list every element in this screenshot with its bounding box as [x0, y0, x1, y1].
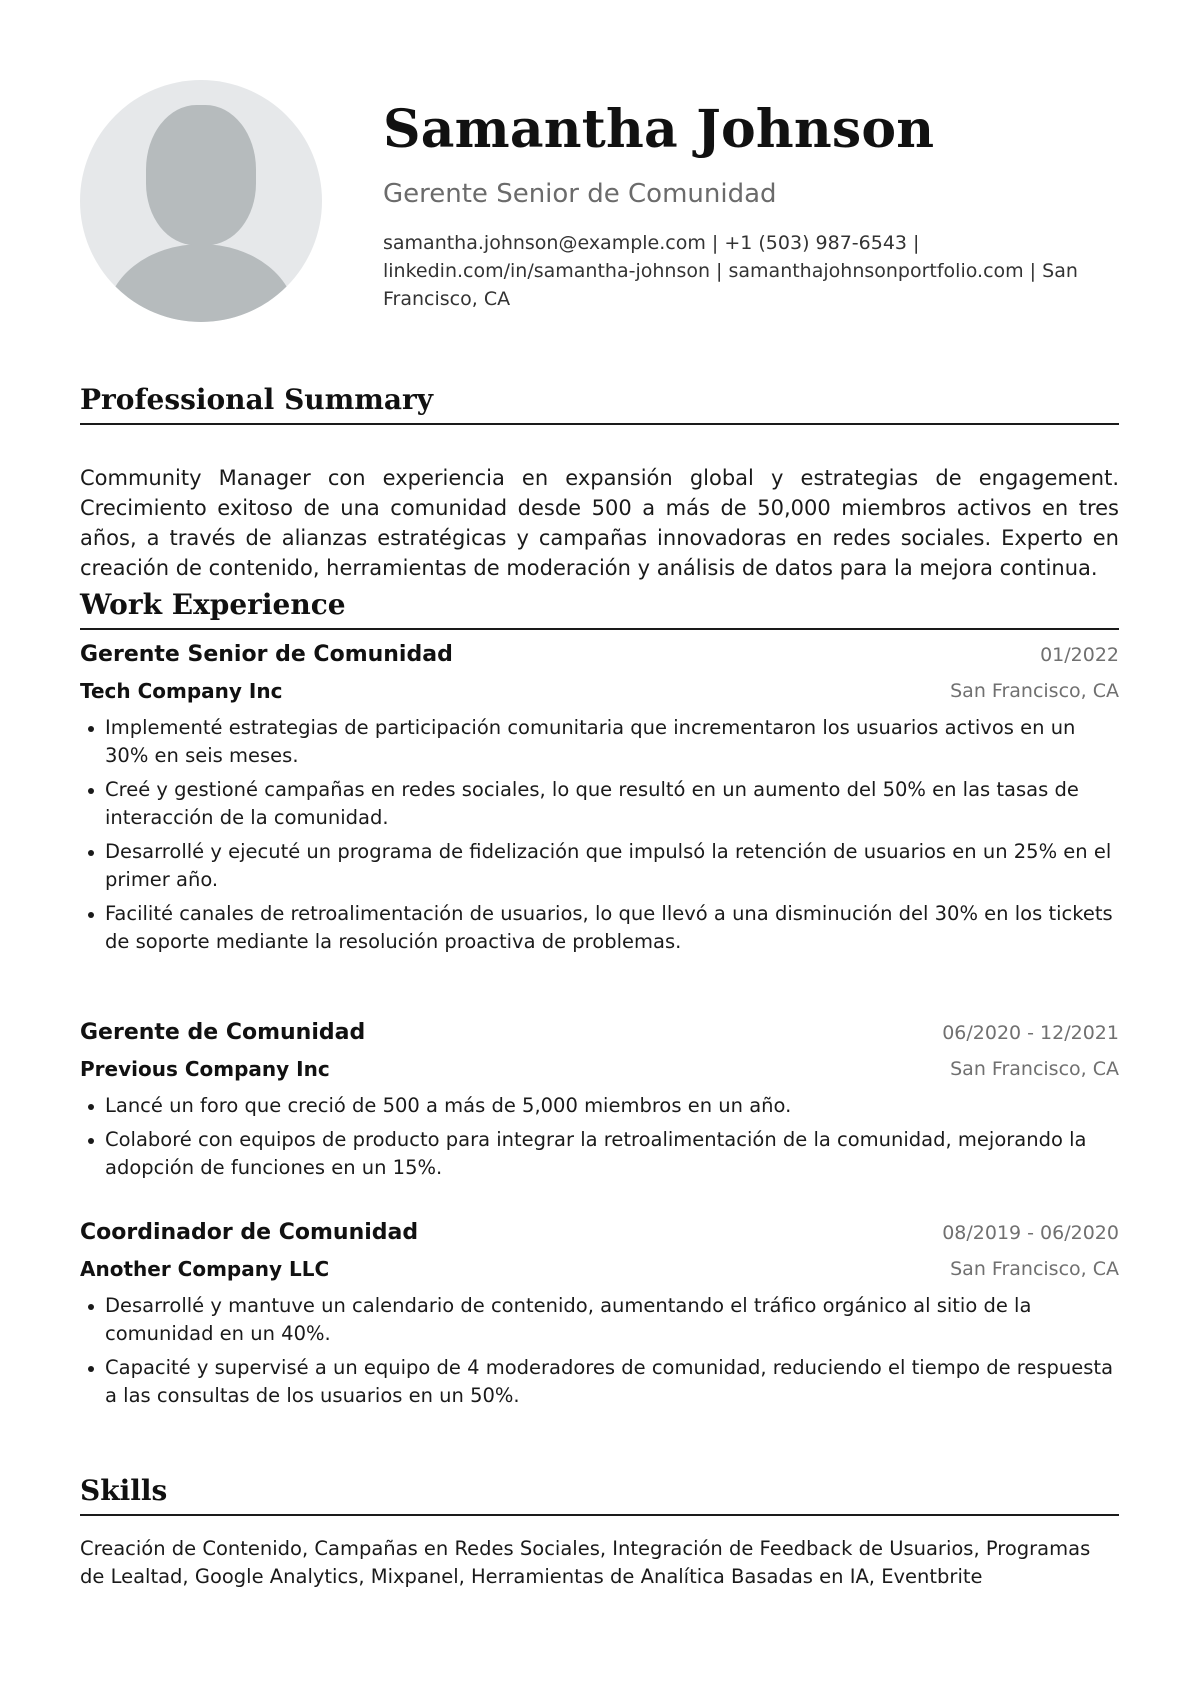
job-title: Gerente de Comunidad [80, 1020, 366, 1045]
job-bullet: Desarrollé y ejecuté un programa de fidelización que impulsó la retención de usuarios en un 25% en el primer año. [80, 838, 1119, 894]
job-bullet: Implementé estrategias de participación comunitaria que incrementaron los usuarios activos en un 30% en seis meses. [80, 714, 1119, 770]
job-date: 06/2020 - 12/2021 [942, 1022, 1119, 1044]
job-date: 01/2022 [1040, 644, 1119, 666]
job-bullet: Desarrollé y mantuve un calendario de contenido, aumentando el tráfico orgánico al sitio de la comunidad en un 40%. [80, 1292, 1119, 1348]
job-entry [80, 640, 1119, 962]
job-bullet: Facilité canales de retroalimentación de usuarios, lo que llevó a una disminución del 30% en los tickets de soporte mediante la resolución proactiva de problemas. [80, 900, 1119, 956]
job-location: San Francisco, CA [950, 1258, 1119, 1280]
job-location: San Francisco, CA [950, 1058, 1119, 1080]
job-company: Previous Company Inc [80, 1057, 330, 1081]
candidate-name: Samantha Johnson [383, 99, 935, 160]
contact-info: samantha.johnson@example.com | +1 (503) 987-6543 | linkedin.com/in/samantha-johnson | samanthajohnsonportfolio.com | San Francisco, CA [383, 232, 1078, 310]
skills-text: Creación de Contenido, Campañas en Redes Sociales, Integración de Feedback de Usuarios, Programas de Lealtad, Google Analytics, Mixpanel, Herramientas de Analítica Basadas en IA, Eventbrite [80, 1537, 1091, 1588]
job-company: Tech Company Inc [80, 679, 283, 703]
job-bullets [80, 714, 1119, 956]
summary-text: Community Manager con experiencia en expansión global y estrategias de engagement. Crecimiento exitoso de una comunidad desde 500 a más de 50,000 miembros activos en tres años, a través de alianzas estratégicas y campañas innovadoras en redes sociales. Experto en creación de contenido, herramientas de moderación y análisis de datos para la mejora continua. [80, 466, 1119, 580]
job-title: Coordinador de Comunidad [80, 1220, 419, 1245]
avatar-body-shape [106, 244, 296, 322]
job-title: Gerente Senior de Comunidad [80, 642, 453, 667]
job-company: Another Company LLC [80, 1257, 330, 1281]
experience-heading: Work Experience [80, 587, 1119, 630]
avatar-placeholder [80, 80, 322, 322]
summary-heading: Professional Summary [80, 382, 1119, 425]
avatar-head-shape [146, 105, 256, 245]
job-bullets [80, 1092, 1119, 1182]
job-bullets [80, 1292, 1119, 1410]
job-date: 08/2019 - 06/2020 [942, 1222, 1119, 1244]
job-bullet: Colaboré con equipos de producto para integrar la retroalimentación de la comunidad, mejorando la adopción de funciones en un 15%. [80, 1126, 1119, 1182]
job-bullet: Lancé un foro que creció de 500 a más de 5,000 miembros en un año. [80, 1092, 1119, 1120]
job-entry [80, 1218, 1119, 1416]
candidate-headline: Gerente Senior de Comunidad [383, 179, 777, 209]
job-bullet: Capacité y supervisé a un equipo de 4 moderadores de comunidad, reduciendo el tiempo de respuesta a las consultas de los usuarios en un 50%. [80, 1354, 1119, 1410]
skills-heading: Skills [80, 1473, 1119, 1516]
job-bullet: Creé y gestioné campañas en redes sociales, lo que resultó en un aumento del 50% en las tasas de interacción de la comunidad. [80, 776, 1119, 832]
job-entry [80, 1018, 1119, 1188]
job-location: San Francisco, CA [950, 680, 1119, 702]
